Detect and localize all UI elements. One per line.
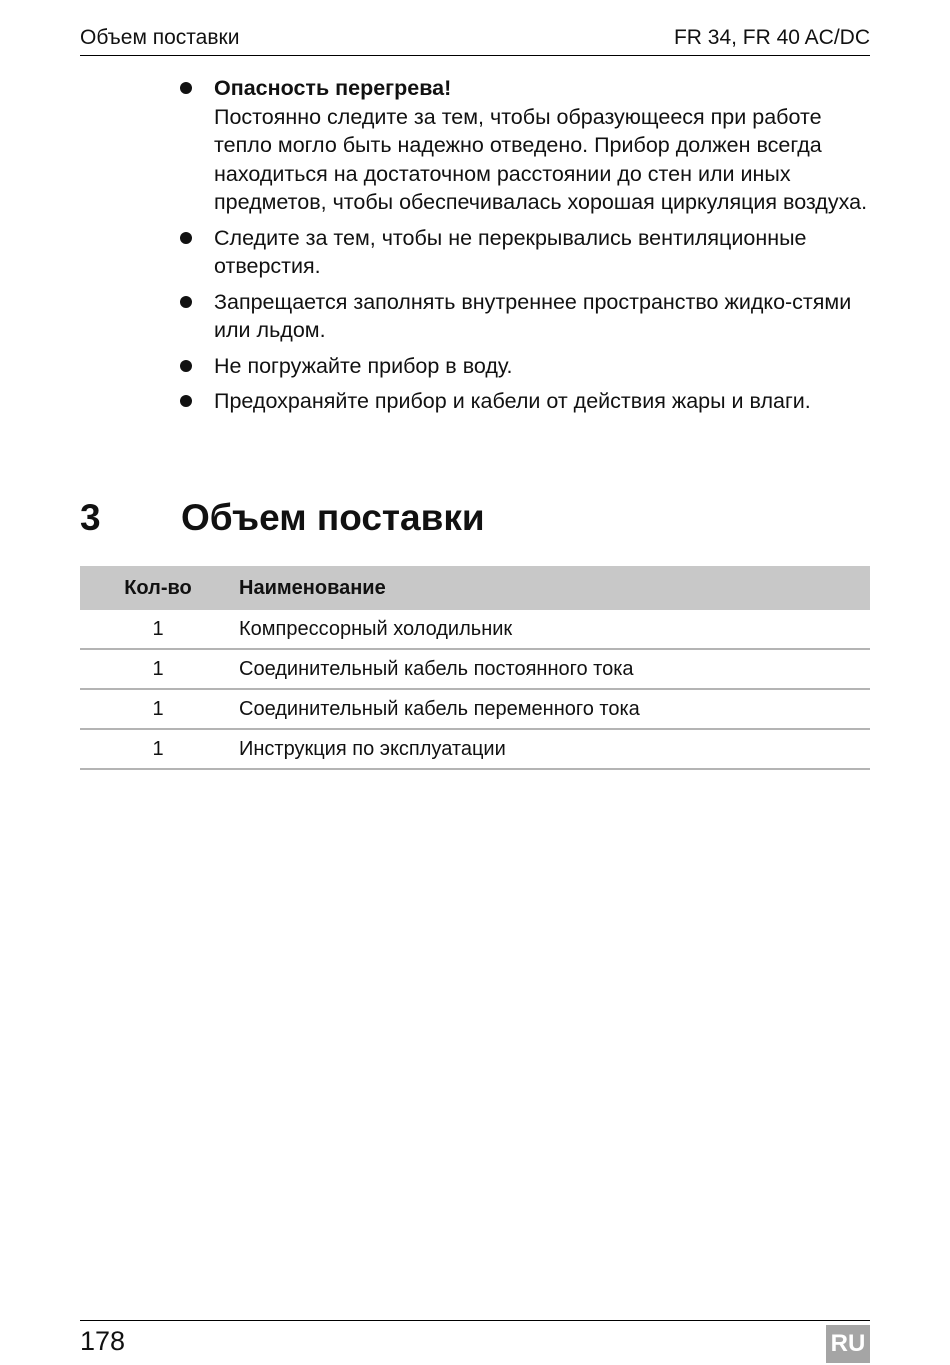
- header-section-title: Объем поставки: [80, 26, 240, 49]
- safety-bullet-list: [180, 74, 880, 423]
- cell-name: Инструкция по эксплуатации: [236, 729, 870, 769]
- bullet-dot-icon: [180, 232, 192, 244]
- bullet-dot-icon: [180, 296, 192, 308]
- bullet-item: [180, 288, 880, 345]
- page-footer: [80, 1320, 870, 1357]
- scope-of-delivery-table: [80, 566, 870, 770]
- section-number: 3: [80, 497, 101, 538]
- bullet-dot-icon: [180, 395, 192, 407]
- cell-quantity: 1: [80, 689, 236, 729]
- page-number: 178: [80, 1326, 126, 1356]
- page-header: [80, 25, 870, 56]
- section-title: Объем поставки: [181, 497, 485, 538]
- cell-name: Соединительный кабель постоянного тока: [236, 649, 870, 689]
- cell-quantity: 1: [80, 649, 236, 689]
- cell-quantity: 1: [80, 729, 236, 769]
- cell-name: Соединительный кабель переменного тока: [236, 689, 870, 729]
- column-header-quantity: Кол-во: [80, 566, 236, 610]
- column-header-name: Наименование: [236, 566, 870, 610]
- table-header-row: [80, 566, 870, 610]
- bullet-item: [180, 387, 880, 416]
- language-badge: RU: [826, 1325, 870, 1363]
- bullet-item: [180, 74, 880, 217]
- cell-quantity: 1: [80, 610, 236, 649]
- table-row: [80, 729, 870, 769]
- bullet-text: Следите за тем, чтобы не перекрывались вентиляционные отверстия.: [214, 225, 807, 278]
- bullet-dot-icon: [180, 360, 192, 372]
- bullet-item: [180, 224, 880, 281]
- bullet-dot-icon: [180, 82, 192, 94]
- bullet-text: Запрещается заполнять внутреннее пространство жидко-стями или льдом.: [214, 289, 852, 342]
- bullet-title: Опасность перегрева!: [214, 76, 452, 100]
- header-model: FR 34, FR 40 AC/DC: [673, 26, 870, 49]
- bullet-text: Постоянно следите за тем, чтобы образующееся при работе тепло могло быть надежно отведено. Прибор должен всегда находиться на достаточном расстоянии до стен или иных предметов, чтобы обеспечивалась хорошая циркуляция воздуха.: [214, 104, 868, 214]
- cell-name: Компрессорный холодильник: [236, 610, 870, 649]
- bullet-text: Предохраняйте прибор и кабели от действия жары и влаги.: [214, 389, 811, 413]
- table-row: [80, 689, 870, 729]
- table-row: [80, 649, 870, 689]
- bullet-text: Не погружайте прибор в воду.: [214, 353, 513, 378]
- table-row: [80, 610, 870, 649]
- bullet-item: [180, 352, 880, 381]
